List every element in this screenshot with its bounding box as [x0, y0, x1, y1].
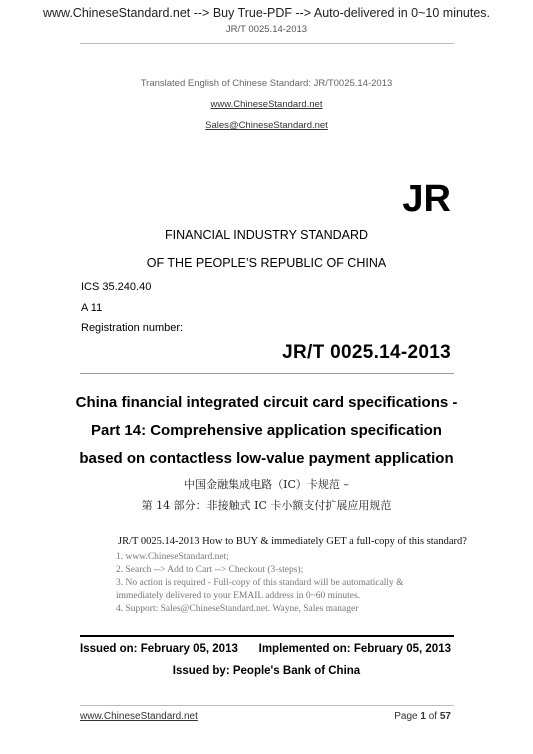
top-banner: www.ChineseStandard.net --> Buy True-PDF --> Auto-delivered in 0~10 minutes.: [42, 6, 491, 20]
header-divider: [80, 43, 454, 44]
dates-divider: [80, 635, 454, 637]
page-total: 57: [439, 711, 451, 722]
chinese-title-2: 第 14 部分：非接触式 IC 卡小额支付扩展应用规范: [141, 499, 392, 512]
buy-step: 1. www.ChineseStandard.net;: [116, 552, 229, 562]
chinese-title-1: 中国金融集成电路（IC）卡规范 –: [184, 478, 349, 491]
classification: A 11: [81, 302, 103, 314]
translation-note: Translated English of Chinese Standard: JR/T0025.14-2013: [140, 78, 393, 89]
page-indicator: [394, 711, 451, 722]
title-line-1: China financial integrated circuit card specifications -: [75, 394, 458, 411]
buy-step: immediately delivered to your EMAIL address in 0~60 minutes.: [116, 591, 361, 601]
implemented-date: Implemented on: February 05, 2013: [258, 643, 451, 655]
footer-divider: [80, 705, 454, 706]
buy-step: 4. Support: Sales@ChineseStandard.net. Wayne, Sales manager: [116, 604, 359, 614]
title-line-2: Part 14: Comprehensive application specification: [91, 422, 442, 439]
page-current: 1: [420, 711, 426, 722]
header-standard-code: JR/T 0025.14-2013: [225, 24, 308, 35]
standard-type: FINANCIAL INDUSTRY STANDARD: [164, 228, 369, 242]
issued-date: Issued on: February 05, 2013: [80, 643, 238, 655]
standard-country: OF THE PEOPLE’S REPUBLIC OF CHINA: [146, 256, 387, 270]
buy-heading: JR/T 0025.14-2013 How to BUY & immediately GET a full-copy of this standard?: [118, 536, 467, 547]
website-link[interactable]: www.ChineseStandard.net: [210, 99, 323, 110]
email-link[interactable]: Sales@ChineseStandard.net: [205, 120, 328, 131]
buy-step: 2. Search --> Add to Cart --> Checkout (3-steps);: [116, 565, 304, 575]
registration-number: Registration number:: [81, 322, 184, 334]
title-divider: [80, 373, 454, 374]
industry-code: JR: [402, 178, 451, 220]
title-line-3: based on contactless low-value payment application: [79, 450, 454, 467]
page-label: Page: [394, 711, 421, 722]
issuer: Issued by: People's Bank of China: [172, 665, 361, 677]
buy-steps: [116, 551, 404, 616]
standard-number: JR/T 0025.14-2013: [282, 342, 451, 363]
page-of: of: [425, 711, 440, 722]
footer-website-link[interactable]: www.ChineseStandard.net: [80, 711, 198, 722]
buy-step: 3. No action is required - Full-copy of this standard will be automatically &: [116, 578, 404, 588]
ics-code: ICS 35.240.40: [81, 281, 152, 293]
